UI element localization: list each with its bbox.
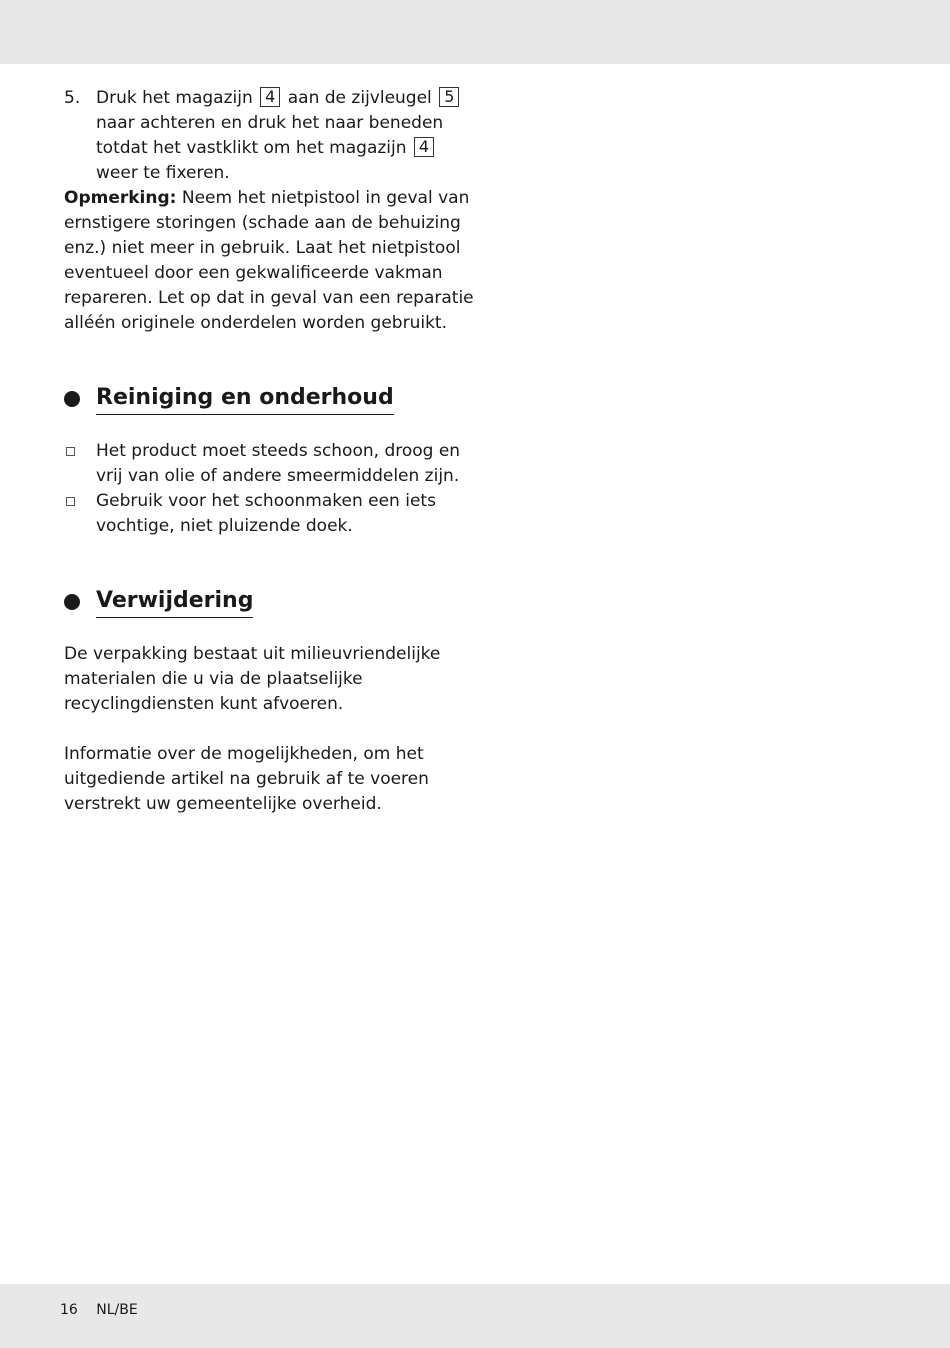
- step-text-part-3: naar achteren en druk het naar beneden totdat het vastklikt om het magazijn: [96, 113, 444, 158]
- cleaning-list: [64, 439, 474, 539]
- step-text-part-4: weer te fixeren.: [96, 163, 230, 183]
- note-label: Opmerking:: [64, 188, 177, 208]
- step-5: [64, 86, 474, 186]
- disposal-paragraph: Informatie over de mogelijkheden, om het uitgediende artikel na gebruik af te voeren verstrekt uw gemeentelijke overheid.: [64, 744, 429, 814]
- list-item: [64, 439, 474, 489]
- header-band: [0, 0, 950, 64]
- checkbox-square-icon: [64, 439, 96, 489]
- language-code: NL/BE: [96, 1302, 138, 1318]
- disposal-paragraph: De verpakking bestaat uit milieuvriendelijke materialen die u via de plaatselijke recyclingdiensten kunt afvoeren.: [64, 644, 441, 714]
- note-text: Neem het nietpistool in geval van ernstigere storingen (schade aan de behuizing enz.) niet meer in gebruik. Laat het nietpistool eventueel door een gekwalificeerde vakman repareren. Let op dat in geval van een reparatie alléén originele onderdelen worden gebruikt.: [64, 188, 474, 333]
- cleaning-title: Reiniging en onderhoud: [96, 383, 394, 415]
- step-text-part-2: aan de zijvleugel: [287, 88, 432, 108]
- section-heading-cleaning: [64, 383, 474, 415]
- content-column: [64, 86, 474, 817]
- note-paragraph: [64, 186, 474, 336]
- list-item-text: Gebruik voor het schoonmaken een iets vochtige, niet pluizende doek.: [96, 491, 436, 536]
- part-reference-5: 5: [439, 87, 459, 107]
- list-item: [64, 489, 474, 539]
- footer-band: [0, 1284, 950, 1348]
- step-number: 5.: [64, 88, 81, 108]
- page-number: 16: [60, 1302, 78, 1318]
- step-text-part-1: Druk het magazijn: [96, 88, 253, 108]
- page-footer: [60, 1300, 138, 1320]
- bullet-dot-icon: [64, 594, 80, 610]
- section-heading-disposal: [64, 586, 474, 618]
- disposal-title: Verwijdering: [96, 586, 253, 618]
- part-reference-4-again: 4: [414, 137, 434, 157]
- list-item-text: Het product moet steeds schoon, droog en vrij van olie of andere smeermiddelen zijn.: [96, 441, 461, 486]
- part-reference-4: 4: [260, 87, 280, 107]
- bullet-dot-icon: [64, 391, 80, 407]
- step-text: [96, 86, 474, 186]
- checkbox-square-icon: [64, 489, 96, 539]
